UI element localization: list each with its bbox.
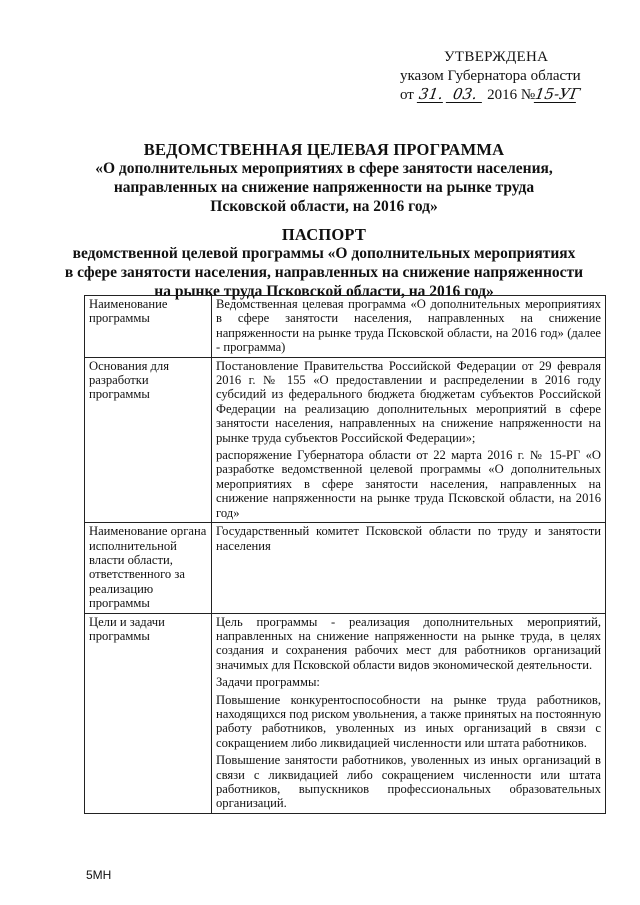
year-text: 2016 [487, 87, 518, 103]
handwritten-day: 31. [417, 85, 444, 103]
approval-decree-line: указом Губернатора области [400, 68, 581, 84]
program-heading [60, 140, 588, 216]
row-label: Цели и задачи программы [85, 613, 212, 813]
handwritten-number: 15-УГ [533, 85, 582, 103]
row-label: Основания для разработки программы [85, 357, 212, 522]
from-prefix: от [400, 87, 414, 103]
passport-heading-line4: на рынке труда Псковской области, на 2016 год» [154, 283, 494, 300]
table-row [85, 523, 606, 613]
row-paragraph: Ведомственная целевая программа «О дополнительных мероприятиях в сфере занятости населения, направленных на снижение напряженности на рынке труда Псковской области, на 2016 год» (далее - программа) [216, 297, 601, 355]
row-label: Наименование органа исполнительной власти области, ответственного за реализацию программы [85, 523, 212, 613]
row-label: Наименование программы [85, 296, 212, 358]
row-paragraph: Повышение занятости работников, уволенных из иных организаций в связи с ликвидацией либо сокращением численности или штата работников, выпускников профессиональных образовательных организаций. [216, 753, 601, 811]
program-heading-line3: направленных на снижение напряженности на рынке труда [113, 179, 535, 196]
row-value [212, 357, 606, 522]
row-paragraph: Постановление Правительства Российской Федерации от 29 февраля 2016 г. № 155 «О предоставлении и распределении в 2016 году субсидий из федерального бюджета бюджетам субъектов Российской Федерации на реализацию дополнительных мероприятий в сфере занятости населения, направленных на снижение напряженности на рынке труда субъектов Российской Федерации»; [216, 358, 601, 445]
approval-block [400, 48, 600, 105]
program-heading-line2: «О дополнительных мероприятиях в сфере занятости населения, [95, 160, 553, 177]
page-stamp: 5МН [86, 868, 112, 882]
table-row [85, 296, 606, 358]
passport-heading-line1: ПАСПОРТ [281, 225, 367, 244]
handwritten-month: 03. [446, 86, 484, 103]
row-value [212, 613, 606, 813]
passport-heading-line2: ведомственной целевой программы «О дополнительных мероприятиях [72, 245, 576, 262]
row-paragraph: распоряжение Губернатора области от 22 марта 2016 г. № 15-РГ «О разработке ведомственной целевой программы «О дополнительных мероприятиях в сфере занятости населения, направленных на снижение напряженности на рынке труда Псковской области, на 2016 год» [216, 448, 601, 520]
number-prefix: № [520, 87, 536, 103]
approval-title: УТВЕРЖДЕНА [444, 49, 549, 65]
row-paragraph: Повышение конкурентоспособности на рынке труда работников, находящихся под риском увольнения, а также принятых на постоянную работу работников, уволенных из иных организаций в связи с сокращением либо ликвидацией численности или штата работников. [216, 692, 601, 750]
approval-date-line [400, 86, 600, 105]
row-paragraph: Цель программы - реализация дополнительных мероприятий, направленных на снижение напряженности на рынке труда, в целях создания и сохранения рабочих мест для работников организаций значимых для Псковской области видов экономической деятельности. [216, 614, 601, 672]
row-value [212, 296, 606, 358]
row-paragraph: Задачи программы: [216, 675, 320, 690]
program-heading-line1: ВЕДОМСТВЕННАЯ ЦЕЛЕВАЯ ПРОГРАММА [143, 140, 505, 159]
table-row [85, 613, 606, 813]
passport-heading-line3: в сфере занятости населения, направленных на снижение напряженности [64, 264, 584, 281]
row-paragraph: Государственный комитет Псковской области по труду и занятости населения [216, 524, 601, 553]
program-heading-line4: Псковской области, на 2016 год» [210, 198, 438, 215]
row-value [212, 523, 606, 613]
passport-heading [60, 225, 588, 301]
table-row [85, 357, 606, 522]
passport-table [84, 295, 606, 814]
